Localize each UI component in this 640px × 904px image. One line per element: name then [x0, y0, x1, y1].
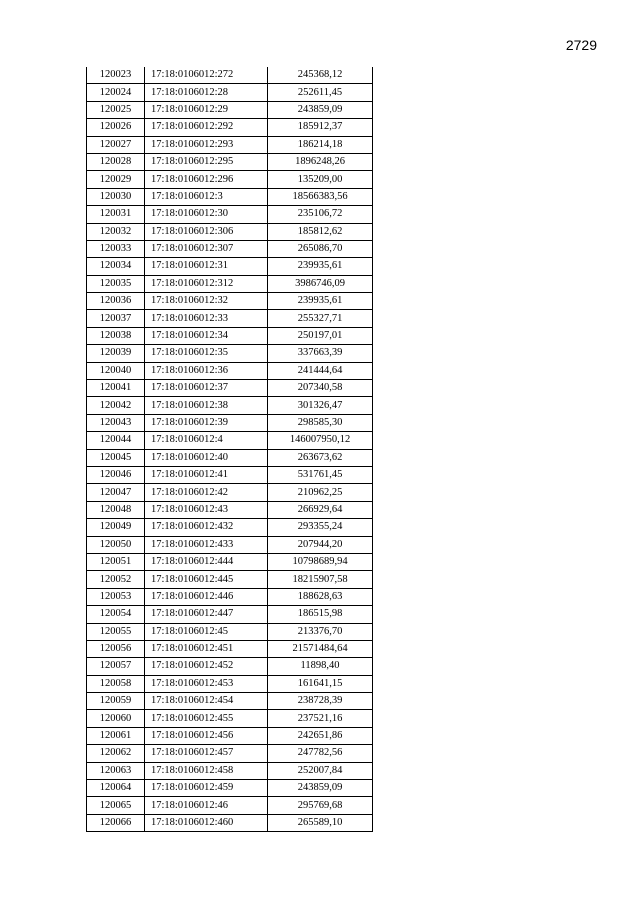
cadastral-number-cell: 17:18:0106012:29 [145, 101, 268, 118]
row-number-cell: 120025 [87, 101, 145, 118]
row-number-cell: 120040 [87, 362, 145, 379]
table-row [87, 136, 373, 153]
cadastral-value-cell: 263673,62 [268, 449, 373, 466]
cadastral-value-cell: 238728,39 [268, 693, 373, 710]
table-row [87, 762, 373, 779]
cadastral-value-cell: 252007,84 [268, 762, 373, 779]
table-row [87, 171, 373, 188]
cadastral-number-cell: 17:18:0106012:433 [145, 536, 268, 553]
cadastral-number-cell: 17:18:0106012:454 [145, 693, 268, 710]
cadastral-value-cell: 293355,24 [268, 519, 373, 536]
row-number-cell: 120061 [87, 727, 145, 744]
row-number-cell: 120032 [87, 223, 145, 240]
table-row [87, 310, 373, 327]
table-row [87, 623, 373, 640]
cadastral-number-cell: 17:18:0106012:33 [145, 310, 268, 327]
cadastral-value-cell: 301326,47 [268, 397, 373, 414]
table-row [87, 658, 373, 675]
cadastral-value-cell: 146007950,12 [268, 432, 373, 449]
cadastral-number-cell: 17:18:0106012:451 [145, 640, 268, 657]
cadastral-number-cell: 17:18:0106012:458 [145, 762, 268, 779]
table-row [87, 258, 373, 275]
cadastral-value-cell: 245368,12 [268, 67, 373, 84]
row-number-cell: 120062 [87, 745, 145, 762]
table-row [87, 640, 373, 657]
row-number-cell: 120036 [87, 293, 145, 310]
table-row [87, 675, 373, 692]
cadastral-number-cell: 17:18:0106012:453 [145, 675, 268, 692]
row-number-cell: 120063 [87, 762, 145, 779]
row-number-cell: 120039 [87, 345, 145, 362]
cadastral-number-cell: 17:18:0106012:39 [145, 414, 268, 431]
cadastral-value-cell: 185812,62 [268, 223, 373, 240]
cadastral-value-cell: 239935,61 [268, 293, 373, 310]
cadastral-number-cell: 17:18:0106012:42 [145, 484, 268, 501]
cadastral-number-cell: 17:18:0106012:272 [145, 67, 268, 84]
table-row [87, 223, 373, 240]
row-number-cell: 120059 [87, 693, 145, 710]
row-number-cell: 120065 [87, 797, 145, 814]
table-row [87, 727, 373, 744]
cadastral-value-cell: 235106,72 [268, 206, 373, 223]
table-row [87, 501, 373, 518]
table-row [87, 745, 373, 762]
table-row [87, 345, 373, 362]
cadastral-number-cell: 17:18:0106012:456 [145, 727, 268, 744]
table-row [87, 240, 373, 257]
cadastral-value-table [86, 67, 373, 832]
cadastral-number-cell: 17:18:0106012:432 [145, 519, 268, 536]
table-row [87, 553, 373, 570]
cadastral-value-cell: 207340,58 [268, 380, 373, 397]
row-number-cell: 120031 [87, 206, 145, 223]
cadastral-value-cell: 18566383,56 [268, 188, 373, 205]
row-number-cell: 120041 [87, 380, 145, 397]
cadastral-number-cell: 17:18:0106012:307 [145, 240, 268, 257]
table-row [87, 414, 373, 431]
cadastral-number-cell: 17:18:0106012:4 [145, 432, 268, 449]
row-number-cell: 120044 [87, 432, 145, 449]
table-row [87, 397, 373, 414]
cadastral-value-cell: 295769,68 [268, 797, 373, 814]
table-row [87, 67, 373, 84]
table-row [87, 275, 373, 292]
page-number: 2729 [565, 37, 597, 53]
cadastral-value-cell: 213376,70 [268, 623, 373, 640]
table-row [87, 571, 373, 588]
table-row [87, 484, 373, 501]
row-number-cell: 120051 [87, 553, 145, 570]
cadastral-value-cell: 243859,09 [268, 101, 373, 118]
row-number-cell: 120053 [87, 588, 145, 605]
cadastral-value-cell: 243859,09 [268, 780, 373, 797]
cadastral-number-cell: 17:18:0106012:459 [145, 780, 268, 797]
table-row [87, 606, 373, 623]
cadastral-value-cell: 265589,10 [268, 814, 373, 831]
row-number-cell: 120045 [87, 449, 145, 466]
table-row [87, 519, 373, 536]
row-number-cell: 120060 [87, 710, 145, 727]
cadastral-number-cell: 17:18:0106012:312 [145, 275, 268, 292]
row-number-cell: 120038 [87, 327, 145, 344]
row-number-cell: 120055 [87, 623, 145, 640]
cadastral-number-cell: 17:18:0106012:293 [145, 136, 268, 153]
cadastral-value-cell: 265086,70 [268, 240, 373, 257]
cadastral-number-cell: 17:18:0106012:3 [145, 188, 268, 205]
table-row [87, 101, 373, 118]
cadastral-number-cell: 17:18:0106012:31 [145, 258, 268, 275]
cadastral-number-cell: 17:18:0106012:45 [145, 623, 268, 640]
table-row [87, 362, 373, 379]
row-number-cell: 120029 [87, 171, 145, 188]
cadastral-value-cell: 161641,15 [268, 675, 373, 692]
row-number-cell: 120049 [87, 519, 145, 536]
cadastral-value-cell: 255327,71 [268, 310, 373, 327]
row-number-cell: 120050 [87, 536, 145, 553]
cadastral-value-cell: 10798689,94 [268, 553, 373, 570]
cadastral-number-cell: 17:18:0106012:446 [145, 588, 268, 605]
cadastral-number-cell: 17:18:0106012:46 [145, 797, 268, 814]
row-number-cell: 120054 [87, 606, 145, 623]
table-row [87, 188, 373, 205]
cadastral-number-cell: 17:18:0106012:37 [145, 380, 268, 397]
row-number-cell: 120048 [87, 501, 145, 518]
cadastral-number-cell: 17:18:0106012:460 [145, 814, 268, 831]
cadastral-number-cell: 17:18:0106012:30 [145, 206, 268, 223]
cadastral-number-cell: 17:18:0106012:40 [145, 449, 268, 466]
table-row [87, 536, 373, 553]
cadastral-number-cell: 17:18:0106012:455 [145, 710, 268, 727]
table-row [87, 780, 373, 797]
cadastral-value-cell: 242651,86 [268, 727, 373, 744]
cadastral-value-cell: 337663,39 [268, 345, 373, 362]
cadastral-value-cell: 1896248,26 [268, 153, 373, 170]
cadastral-number-cell: 17:18:0106012:32 [145, 293, 268, 310]
cadastral-value-cell: 247782,56 [268, 745, 373, 762]
row-number-cell: 120026 [87, 119, 145, 136]
cadastral-value-cell: 188628,63 [268, 588, 373, 605]
row-number-cell: 120046 [87, 466, 145, 483]
cadastral-number-cell: 17:18:0106012:296 [145, 171, 268, 188]
row-number-cell: 120056 [87, 640, 145, 657]
row-number-cell: 120052 [87, 571, 145, 588]
cadastral-number-cell: 17:18:0106012:28 [145, 84, 268, 101]
cadastral-number-cell: 17:18:0106012:35 [145, 345, 268, 362]
row-number-cell: 120027 [87, 136, 145, 153]
table-row [87, 327, 373, 344]
cadastral-value-cell: 531761,45 [268, 466, 373, 483]
row-number-cell: 120047 [87, 484, 145, 501]
row-number-cell: 120043 [87, 414, 145, 431]
row-number-cell: 120066 [87, 814, 145, 831]
cadastral-number-cell: 17:18:0106012:34 [145, 327, 268, 344]
table-row [87, 449, 373, 466]
cadastral-number-cell: 17:18:0106012:36 [145, 362, 268, 379]
cadastral-value-cell: 135209,00 [268, 171, 373, 188]
cadastral-value-cell: 237521,16 [268, 710, 373, 727]
cadastral-number-cell: 17:18:0106012:452 [145, 658, 268, 675]
cadastral-value-cell: 250197,01 [268, 327, 373, 344]
cadastral-number-cell: 17:18:0106012:41 [145, 466, 268, 483]
table-row [87, 710, 373, 727]
table-row [87, 206, 373, 223]
cadastral-value-cell: 3986746,09 [268, 275, 373, 292]
cadastral-number-cell: 17:18:0106012:38 [145, 397, 268, 414]
cadastral-number-cell: 17:18:0106012:445 [145, 571, 268, 588]
row-number-cell: 120057 [87, 658, 145, 675]
cadastral-value-cell: 241444,64 [268, 362, 373, 379]
cadastral-number-cell: 17:18:0106012:447 [145, 606, 268, 623]
cadastral-number-cell: 17:18:0106012:306 [145, 223, 268, 240]
row-number-cell: 120023 [87, 67, 145, 84]
table-row [87, 153, 373, 170]
cadastral-value-cell: 252611,45 [268, 84, 373, 101]
row-number-cell: 120030 [87, 188, 145, 205]
row-number-cell: 120024 [87, 84, 145, 101]
cadastral-value-cell: 266929,64 [268, 501, 373, 518]
row-number-cell: 120035 [87, 275, 145, 292]
table-row [87, 693, 373, 710]
table-row [87, 432, 373, 449]
row-number-cell: 120042 [87, 397, 145, 414]
table-row [87, 119, 373, 136]
row-number-cell: 120058 [87, 675, 145, 692]
cadastral-value-cell: 18215907,58 [268, 571, 373, 588]
row-number-cell: 120037 [87, 310, 145, 327]
table-row [87, 797, 373, 814]
table-body [87, 67, 373, 832]
cadastral-value-cell: 186515,98 [268, 606, 373, 623]
cadastral-value-cell: 207944,20 [268, 536, 373, 553]
cadastral-value-cell: 185912,37 [268, 119, 373, 136]
row-number-cell: 120034 [87, 258, 145, 275]
cadastral-number-cell: 17:18:0106012:292 [145, 119, 268, 136]
cadastral-number-cell: 17:18:0106012:43 [145, 501, 268, 518]
cadastral-value-cell: 298585,30 [268, 414, 373, 431]
cadastral-number-cell: 17:18:0106012:295 [145, 153, 268, 170]
table-row [87, 293, 373, 310]
cadastral-value-cell: 239935,61 [268, 258, 373, 275]
cadastral-number-cell: 17:18:0106012:457 [145, 745, 268, 762]
table-row [87, 814, 373, 831]
table-row [87, 84, 373, 101]
table-row [87, 466, 373, 483]
table-row [87, 380, 373, 397]
cadastral-value-cell: 11898,40 [268, 658, 373, 675]
cadastral-value-cell: 210962,25 [268, 484, 373, 501]
cadastral-value-cell: 21571484,64 [268, 640, 373, 657]
row-number-cell: 120033 [87, 240, 145, 257]
row-number-cell: 120064 [87, 780, 145, 797]
cadastral-value-cell: 186214,18 [268, 136, 373, 153]
table-row [87, 588, 373, 605]
row-number-cell: 120028 [87, 153, 145, 170]
cadastral-number-cell: 17:18:0106012:444 [145, 553, 268, 570]
